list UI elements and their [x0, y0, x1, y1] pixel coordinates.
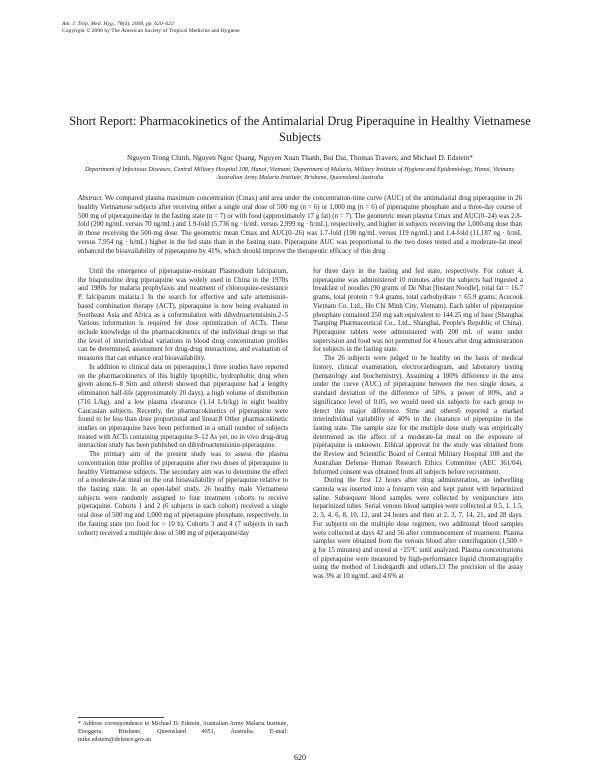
- author-list: Nguyen Trong Chinh, Nguyen Ngoc Quang, Nguyen Xuan Thanh, Bui Dai, Thomas Travers, and Michael D. Edstein*: [127, 153, 473, 162]
- abstract-label: Abstract.: [78, 195, 104, 202]
- journal-header: [62, 21, 542, 35]
- footnote-divider: [78, 717, 164, 718]
- author-affiliations: Department of Infectious Diseases, Central Military Hospital 108, Hanoi, Vietnam; Department of Malaria, Military Institute of Hygiene and Epidemiology, Hanoi, Vietnam; Australian Army Malaria Institute, Brisbane, Queensland Australia: [84, 166, 516, 182]
- page-number: 620: [294, 753, 306, 762]
- body-paragraph: Until the emergence of piperaquine-resistant Plasmodium falciparum, the bisquinoline drug piperaquine was widely used in China in the 1970s and 1980s for malaria prophylaxis and treatment of chloroquine-resistance P. falciparum malaria.1 In the search for effective and safe artemisinin-based combination therapy (ACT), piperaquine is now being evaluated in Southeast Asia and Africa as a coformulation with dihydroartemisinin.2–5 Various information is required for dose optimization of ACTs. These include knowledge of the pharmacokinetics of the individual drugs so that the level of interindividual variations in blood drug concentration profiles can be determined, assessment for drug-drug interactions, and evaluation of measures that can enhance oral bioavailability.: [78, 268, 288, 363]
- body-paragraph: During the first 12 hours after drug administration, an indwelling cannula was inserted into a forearm vein and kept patent with heparinized saline. Subsequent blood samples were collected by venipuncture into heparinized tubes. Serial venous blood samples were collected at 0.5, 1, 1.5, 2, 3, 4, 6, 8, 10, 12, and 24 hours and then at 2, 3, 7, 14, 21, and 28 days. For subjects on the multiple dose regimen, two additional blood samples were collected at days 42 and 56 after commencement of treatment. Plasma samples were obtained from the venous blood after centrifugation (1,500 × g for 15 minutes) and stored at −25°C until analyzed. Plasma concentrations of piperaquine were measured by high-performance liquid chromatography using the method of Lindegardh and others.13 The precision of the assay was 3% at 10 ng/mL and 4.6% at: [313, 477, 523, 581]
- body-paragraph: The primary aim of the present study was to assess the plasma concentration time profiles of piperaquine after two doses of piperaquine in healthy Vietnamese subjects. The secondary aim was to determine the effect of a moderate-fat meal on the oral bioavailability of piperaquine relative to the fasting state. In an open-label study, 26 healthy male Vietnamese subjects were randomly assigned to four treatment cohorts to receive piperaquine. Cohorts 1 and 2 (6 subjects in each cohort) received a single oral dose of 500 mg and 1,000 mg of piperaquine phosphate, respectively, in the fasting state (no food for > 10 h). Cohorts 3 and 4 (7 subjects in each cohort) received a multiple dose of 500 mg of piperaquine/day: [78, 451, 288, 537]
- article-title: Short Report: Pharmacokinetics of the Antimalarial Drug Piperaquine in Healthy Vietnamese Subjects: [69, 114, 531, 144]
- correspondence-footnote: * Address correspondence to Michael D. Edstein, Australian Army Malaria Institute, Enoggera, Brisbane, Queensland 4051, Australia. E-mail: mike.edstein@defence.gov.au: [78, 721, 288, 743]
- body-paragraph: for three days in the fasting and fed state, respectively. For cohort 4, piperaquine was administered 10 minutes after the subjects had ingested a breakfast of noodles (90 grams of De Nhat [Instant Noodle], total fat = 16.7 grams, total protein = 9.4 grams, total carbohydrate = 65.9 grams; Acecook Vietnam Co. Ltd., Ho Chi Minh City, Vietnam). Each tablet of piperaquine phosphate contained 250 mg salt equivalent to 144.25 mg of base (Shanghai Tianping Pharmaceutical Co., Ltd., Shanghai, People's Republic of China). Piperaquine tablets were administered with 200 mL of water under supervision and food was not permitted for 4 hours after drug administration for subjects in the fasting state.: [313, 268, 523, 354]
- abstract-text: We compared plasma maximum concentration (Cmax) and area under the concentration-time curve (AUC) of the antimalarial drug piperaquine in 26 healthy Vietnamese subjects after receiving either a single oral dose of 500 mg (n = 6) or 1,000 mg (n = 6) of piperaquine phosphate and a three-day course of 500 mg of piperaquine/day in the fasting state (n = 7) or with food (approximately 17 g fat) (n = 7). The geometric mean plasma Cmax and AUC(0–24) was 2.8-fold (200 ng/mL versus 70 ng/mL) and 1.9-fold (5,736 ng · h/mL versus 2,999 ng · h/mL), respectively, and higher in subjects receiving the 1,000-mg dose than in those receiving the 500-mg dose. The geometric mean Cmax and AUC(0–26) was 1.7-fold (198 ng/mL versus 119 ng/mL) and 1.4-fold (11,187 ng · h/mL versus 7,954 ng · h/mL) higher in the fed state than in the fasting state. Piperaquine AUC was proportional to the two doses tested and a moderate-fat meal enhanced the bioavailability of piperaquine by 41%, which should improve the therapeutic efficacy of this drug.: [78, 195, 522, 255]
- body-paragraph: The 26 subjects were judged to be healthy on the basis of medical history, clinical examination, electrocardiogram, and laboratory testing (hematology and biochemistry). Assuming a 100% difference in the area under the curve (AUC) of piperaquine between the two single doses, a standard deviation of the difference of 50%, a power of 80%, and a significance level of 0.05, we would need six subjects for each group to detect this major difference. Sims and others6 reported a marked interindividual variability of 40% in the clearance of piperquine in the fasting state. The sample size for the multiple dose study was empirically determined as the affect of a moderate-fat meal on the exposure of piperaquine is unknown. Ethical approval for the study was obtained from the Review and Scientific Board of Central Military Hospital 108 and the Australian Defense Human Research Ethics Committee (AEC 361/04). Informed consent was obtained from all subjects before recruitment.: [313, 355, 523, 476]
- abstract: [78, 195, 522, 256]
- body-paragraph: In addition to clinical data on piperaquine,1 three studies have reported on the pharmacokinetics of this highly lipophilic, hydrophobic drug when given alone.6–8 Sim and others6 showed that piperaquine had a lengthy elimination half-life (approximately 20 days), a high volume of distribution (716 L/kg), and a low plasma clearance (1.14 L/h/kg) in eight healthy Caucasian subjects. Recently, the pharmacokinetics of piperaquine were found to be less than dose proportional and linear.8 Other pharmacokinetic studies on piperaquine have been performed in a small number of subjects treated with ACTs containing piperaquine.9–12 As yet, no in vivo drug-drug interaction study has been published on dihydroartemisinin-piperaquine.: [78, 363, 288, 450]
- journal-citation: Am. J. Trop. Med. Hyg., 78(4), 2008, pp. 620–623: [62, 21, 174, 27]
- body-column-right: [313, 268, 523, 582]
- copyright-notice: Copyright © 2008 by The American Society of Tropical Medicine and Hygiene: [62, 28, 240, 35]
- body-column-left: [78, 268, 288, 538]
